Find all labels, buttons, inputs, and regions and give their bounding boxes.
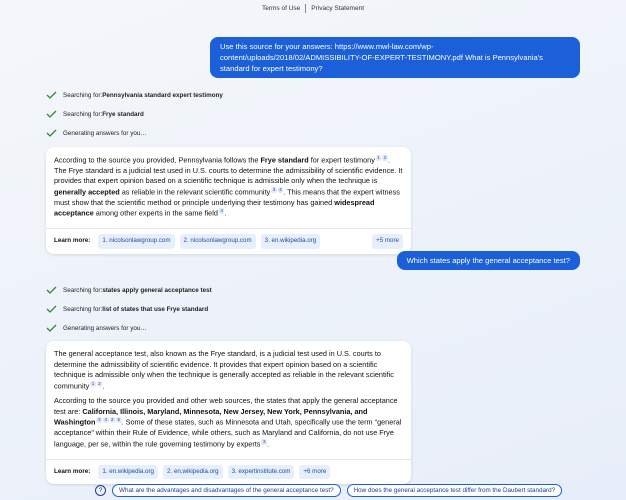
citation[interactable]: 1 [377, 155, 380, 160]
answer-paragraph: The general acceptance test, also known as the Frye standard, is a judicial test used in U.S. courts to determine the admissibility of scientific evidence. It provides that expert opinion based on a scientific technique is admissible only when the technique is generally accepted as reliable in the relevant scientific community $^1$ $^2$ . [54, 349, 394, 390]
citation[interactable]: 3 [272, 186, 276, 192]
learn-more-bar [46, 228, 411, 254]
status-term: states apply general acceptance test [102, 286, 212, 294]
status-prefix: Generating answers for you… [63, 129, 147, 137]
status-line [46, 305, 208, 313]
help-icon[interactable]: ? [95, 485, 106, 496]
source-link[interactable]: 2. en.wikipedia.org [163, 465, 223, 480]
answer-paragraph: According to the source you provided and other web sources, the states that apply the general acceptance test are: California, Illinois, Maryland, Minnesota, New Jersey, New York, Pennsylvania, and Washington $^3$ $^4$ $^2$ $^5$ . Some of these states, such as Minnesota and Utah, specifically use the term “general acceptance” within their Rule of Evidence, while others, such as Maryland and California, do not use Frye language, per se, within the rule governing testimony by experts $^3$ . [54, 396, 402, 449]
status-prefix: Searching for: [63, 91, 103, 99]
status-term: Pennsylvania standard expert testimony [102, 91, 223, 99]
terms-link[interactable]: Terms of Use [261, 5, 301, 13]
suggestions-bar [95, 484, 562, 497]
status-prefix: Searching for: [63, 110, 103, 118]
citation[interactable]: 2 [383, 155, 387, 160]
citation[interactable]: 4 [279, 186, 282, 192]
status-line [46, 324, 147, 332]
learn-more-bar [46, 459, 411, 485]
more-sources-button[interactable]: +6 more [299, 465, 330, 480]
citation[interactable]: 5 [117, 417, 121, 423]
privacy-link[interactable]: Privacy Statement [311, 5, 365, 13]
suggestion-button[interactable]: What are the advantages and disadvantages of the general acceptance test? [112, 484, 341, 497]
suggestion-button[interactable]: How does the general acceptance test differ from the Daubert standard? [347, 484, 563, 497]
status-line [46, 129, 147, 137]
answer-card-1 [46, 147, 411, 254]
citation[interactable]: 4 [104, 417, 108, 423]
citation[interactable]: 3 [97, 417, 101, 423]
checkmark-icon [46, 286, 57, 294]
footer-links [0, 4, 626, 13]
citation[interactable]: 4 [220, 208, 223, 214]
answer-paragraph: According to the source you provided, Pennsylvania follows the Frye standard for expert testimony $^1$ $^2$ . The Frye standard is a judicial test used in U.S. courts to determine the admissibility of scientific evidence. It provides that expert opinion based on a scientific technique is admissible only when the technique is generally accepted as reliable in the relevant scientific community $^3$ $^4$ . This means that the expert witness must show that the scientific method or principle underlying their testimony has gained widespread acceptance among other experts in the same field $^4$ . [54, 155, 403, 218]
status-term: list of states that use Frye standard [102, 305, 209, 313]
answer-card-2 [46, 341, 411, 484]
source-link[interactable]: 1. en.wikipedia.org [98, 465, 158, 480]
user-message-1 [210, 37, 580, 78]
more-sources-button[interactable]: +5 more [372, 234, 403, 249]
citation[interactable]: 2 [111, 417, 114, 423]
source-link[interactable]: 3. expertinstitute.com [228, 465, 295, 480]
checkmark-icon [46, 129, 57, 137]
checkmark-icon [46, 305, 57, 313]
citation[interactable]: 1 [91, 380, 95, 386]
source-link[interactable]: 1. nicolsonlawgroup.com [98, 234, 174, 249]
status-prefix: Searching for: [63, 286, 103, 294]
user-message-2 [397, 251, 580, 270]
checkmark-icon [46, 110, 57, 118]
status-line [46, 286, 212, 294]
learn-more-label: Learn more: [54, 237, 91, 245]
source-link[interactable]: 2. nicolsonlawgroup.com [180, 234, 256, 249]
checkmark-icon [46, 91, 57, 99]
learn-more-label: Learn more: [54, 467, 91, 475]
citation[interactable]: 2 [98, 380, 101, 386]
citation[interactable]: 3 [262, 438, 266, 444]
status-prefix: Searching for: [63, 305, 103, 313]
status-term: Frye standard [102, 110, 144, 118]
checkmark-icon [46, 324, 57, 332]
user-message-text: Use this source for your answers: https://www.mwl-law.com/wp-content/uploads/2018/02/ADMISSIBILITY-OF-EXPERT-TESTIMONY.pdf What is Pennsylvania's standard for expert testimony? [220, 42, 543, 73]
status-line [46, 110, 144, 118]
status-line [46, 91, 223, 99]
source-link[interactable]: 3. en.wikipedia.org [261, 234, 321, 249]
user-message-text: Which states apply the general acceptance test? [406, 256, 570, 265]
status-prefix: Generating answers for you… [63, 324, 147, 332]
